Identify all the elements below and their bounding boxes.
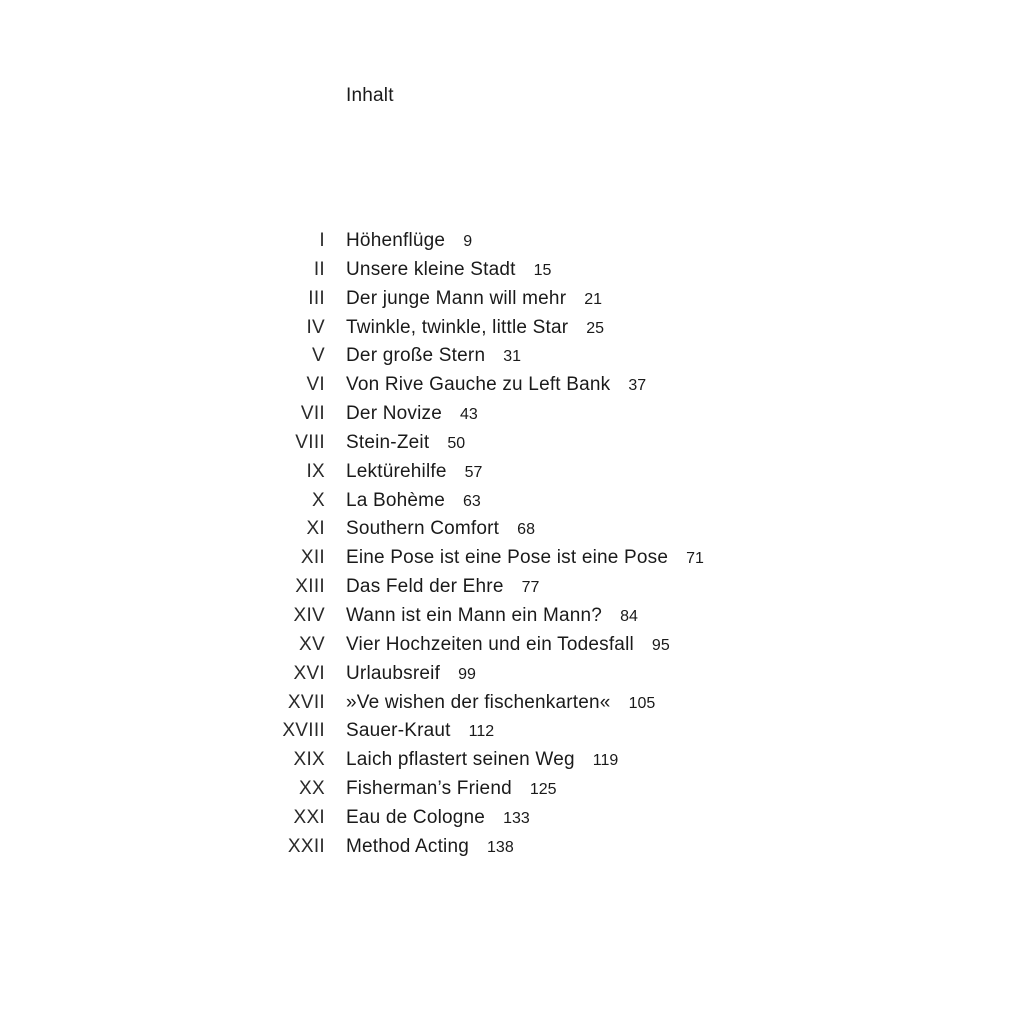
page-number: 25 (586, 319, 605, 337)
chapter-title: Urlaubsreif (346, 662, 441, 684)
toc-row[interactable] (0, 833, 1024, 862)
page-number: 112 (468, 723, 495, 741)
chapter-title: »Ve wishen der fischenkarten« (346, 691, 611, 713)
chapter-title: Twinkle, twinkle, little Star (346, 316, 569, 338)
toc-row[interactable] (0, 285, 1024, 314)
page-number: 15 (533, 261, 552, 279)
chapter-numeral: XXI (293, 806, 325, 828)
page-number: 63 (462, 492, 481, 510)
toc-row[interactable] (0, 429, 1024, 458)
chapter-numeral: I (319, 230, 325, 251)
chapter-title: Method Acting (346, 835, 470, 857)
chapter-title: Fisherman’s Friend (346, 778, 512, 800)
chapter-numeral: XXII (287, 835, 325, 857)
chapter-numeral: XVIII (282, 720, 325, 742)
chapter-numeral: VI (306, 374, 325, 396)
chapter-numeral: III (308, 287, 325, 309)
toc-row[interactable] (0, 804, 1024, 833)
chapter-title: Höhenflüge (346, 230, 446, 251)
chapter-title: Von Rive Gauche zu Left Bank (346, 374, 611, 396)
chapter-numeral: XIV (293, 604, 325, 626)
toc-row[interactable] (0, 227, 1024, 256)
chapter-title: Der große Stern (346, 345, 486, 367)
toc-row[interactable] (0, 314, 1024, 343)
toc-row[interactable] (0, 256, 1024, 285)
page-number: 138 (487, 838, 514, 856)
chapter-numeral: XIII (295, 576, 325, 598)
chapter-numeral: XV (299, 633, 325, 655)
toc-row[interactable] (0, 371, 1024, 400)
chapter-numeral: XVII (287, 691, 325, 713)
page-number: 21 (584, 290, 603, 308)
chapter-numeral: VIII (295, 431, 325, 453)
toc-row[interactable] (0, 458, 1024, 487)
page-number: 84 (620, 607, 638, 625)
page-number: 125 (529, 781, 557, 799)
toc-row[interactable] (0, 717, 1024, 746)
page-number: 50 (447, 434, 466, 452)
page-number: 37 (628, 377, 647, 395)
toc-row[interactable] (0, 602, 1024, 631)
chapter-numeral: XX (299, 778, 325, 800)
page-number: 95 (651, 636, 670, 654)
chapter-title: Lektürehilfe (346, 460, 447, 482)
page-number: 119 (592, 752, 619, 770)
chapter-title: Southern Comfort (346, 518, 500, 540)
page-number: 77 (521, 579, 540, 597)
chapter-numeral: XIX (293, 749, 325, 771)
table-of-contents (0, 227, 1024, 862)
toc-row[interactable] (0, 660, 1024, 689)
toc-row[interactable] (0, 544, 1024, 573)
page-number: 105 (628, 694, 656, 712)
chapter-numeral: IX (306, 460, 325, 482)
page-number: 57 (464, 463, 483, 481)
toc-row[interactable] (0, 515, 1024, 544)
chapter-title: Laich pflastert seinen Weg (346, 749, 575, 771)
chapter-title: Eau de Cologne (346, 806, 486, 828)
chapter-title: Stein-Zeit (346, 431, 430, 453)
toc-row[interactable] (0, 342, 1024, 371)
page-number: 9 (463, 233, 473, 250)
chapter-title: Unsere kleine Stadt (346, 258, 516, 280)
page-number: 43 (459, 406, 478, 424)
chapter-numeral: V (312, 345, 325, 367)
chapter-numeral: X (312, 489, 325, 511)
chapter-numeral: XI (306, 518, 325, 540)
chapter-numeral: VII (300, 403, 325, 425)
chapter-title: Eine Pose ist eine Pose ist eine Pose (346, 547, 669, 569)
chapter-numeral: II (313, 258, 325, 280)
toc-row[interactable] (0, 400, 1024, 429)
page-number: 99 (458, 665, 476, 683)
toc-row[interactable] (0, 631, 1024, 660)
chapter-title: Sauer-Kraut (346, 720, 451, 742)
toc-row[interactable] (0, 775, 1024, 804)
chapter-numeral: XVI (293, 662, 325, 684)
toc-row[interactable] (0, 746, 1024, 775)
chapter-numeral: IV (306, 316, 325, 338)
page-number: 71 (686, 550, 704, 568)
chapter-title: Vier Hochzeiten und ein Todesfall (346, 633, 634, 655)
chapter-title: Das Feld der Ehre (346, 576, 504, 598)
toc-row[interactable] (0, 689, 1024, 718)
chapter-title: Der Novize (346, 403, 442, 425)
toc-row[interactable] (0, 573, 1024, 602)
chapter-title: Wann ist ein Mann ein Mann? (346, 604, 603, 626)
chapter-title: La Bohème (346, 489, 445, 511)
toc-row[interactable] (0, 487, 1024, 516)
page-number: 31 (503, 348, 522, 366)
chapter-title: Der junge Mann will mehr (346, 287, 567, 309)
page-number: 68 (517, 521, 535, 539)
chapter-numeral: XII (300, 547, 325, 569)
page-title: Inhalt (346, 85, 394, 106)
page-number: 133 (503, 809, 530, 827)
